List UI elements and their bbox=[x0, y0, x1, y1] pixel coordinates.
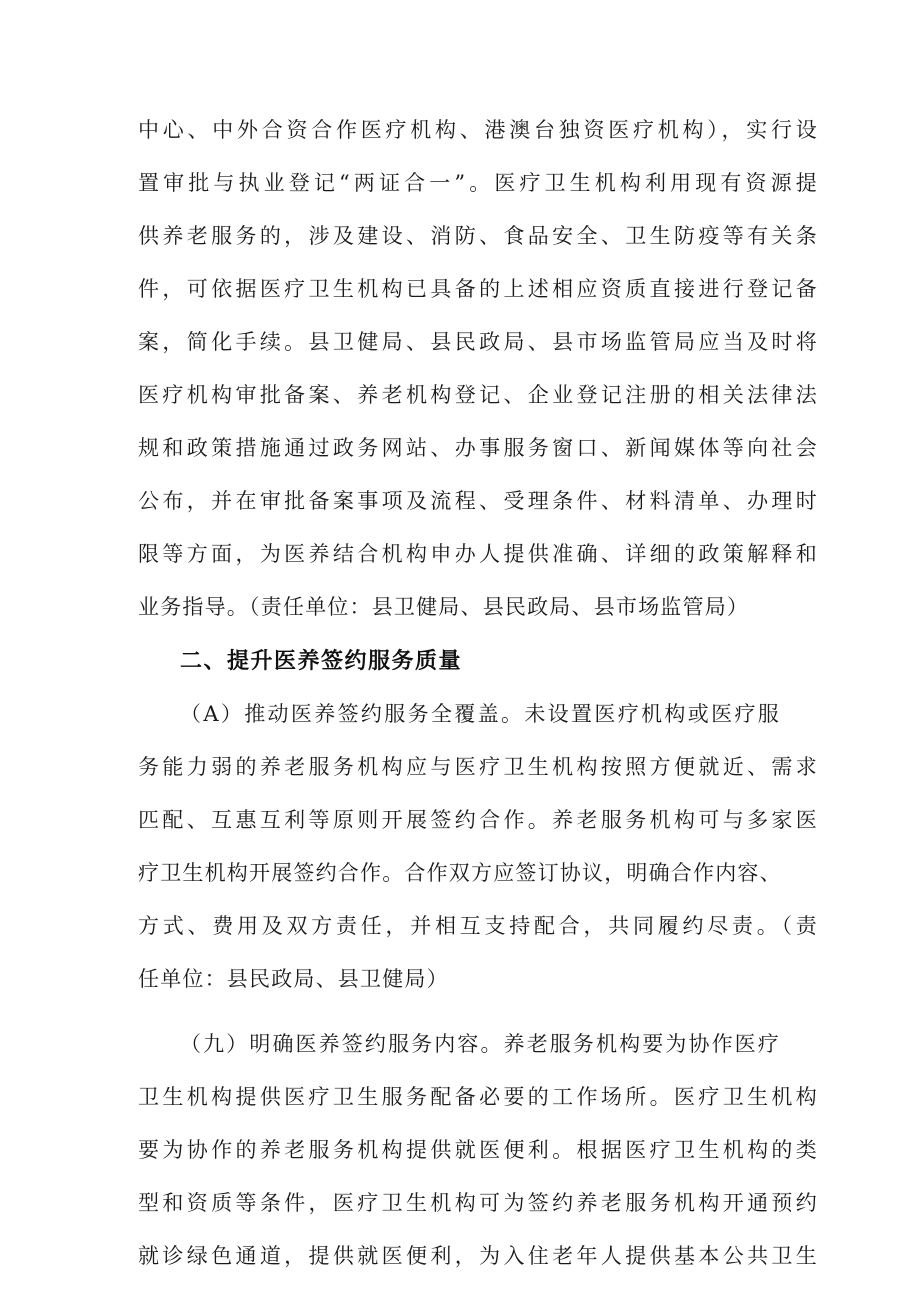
paragraph-line: 要为协作的养老服务机构提供就医便利。根据医疗卫生机构的类 bbox=[138, 1138, 818, 1162]
paragraph-line: 件，可依据医疗卫生机构已具备的上述相应资质直接进行登记备 bbox=[138, 277, 818, 301]
paragraph-line: 任单位：县民政局、县卫健局） bbox=[138, 967, 449, 991]
paragraph-line: 业务指导。（责任单位：县卫健局、县民政局、县市场监管局） bbox=[138, 595, 750, 619]
paragraph-line: 卫生机构提供医疗卫生服务配备必要的工作场所。医疗卫生机构 bbox=[138, 1085, 818, 1109]
section-heading: 二、提升医养签约服务质量 bbox=[180, 649, 463, 674]
paragraph-line: 公布，并在审批备案事项及流程、受理条件、材料清单、办理时 bbox=[138, 489, 818, 513]
paragraph-line: 供养老服务的，涉及建设、消防、食品安全、卫生防疫等有关条 bbox=[138, 224, 818, 248]
paragraph-line: 规和政策措施通过政务网站、办事服务窗口、新闻媒体等向社会 bbox=[138, 436, 818, 460]
paragraph-line: 匹配、互惠互利等原则开展签约合作。养老服务机构可与多家医 bbox=[138, 808, 818, 832]
paragraph-line: 就诊绿色通道，提供就医便利，为入住老年人提供基本公共卫生 bbox=[138, 1244, 818, 1268]
paragraph-line: 限等方面，为医养结合机构申办人提供准确、详细的政策解释和 bbox=[138, 542, 818, 566]
paragraph-line: 型和资质等条件，医疗卫生机构可为签约养老服务机构开通预约 bbox=[138, 1191, 818, 1215]
paragraph-line: 案，简化手续。县卫健局、县民政局、县市场监管局应当及时将 bbox=[138, 330, 818, 354]
paragraph-line: （A）推动医养签约服务全覆盖。未设置医疗机构或医疗服 bbox=[180, 702, 780, 726]
paragraph-line: 中心、中外合资合作医疗机构、港澳台独资医疗机构），实行设 bbox=[138, 118, 818, 142]
paragraph-line: 医疗机构审批备案、养老机构登记、企业登记注册的相关法律法 bbox=[138, 383, 818, 407]
paragraph-line: 方式、费用及双方责任，并相互支持配合，共同履约尽责。（责 bbox=[138, 914, 818, 938]
paragraph-line: 疗卫生机构开展签约合作。合作双方应签订协议，明确合作内容、 bbox=[138, 861, 782, 885]
paragraph-line: 务能力弱的养老服务机构应与医疗卫生机构按照方便就近、需求 bbox=[138, 755, 818, 779]
paragraph-line: 置审批与执业登记“两证合一”。医疗卫生机构利用现有资源提 bbox=[138, 171, 818, 195]
paragraph-line: （九）明确医养签约服务内容。养老服务机构要为协作医疗 bbox=[180, 1032, 780, 1056]
